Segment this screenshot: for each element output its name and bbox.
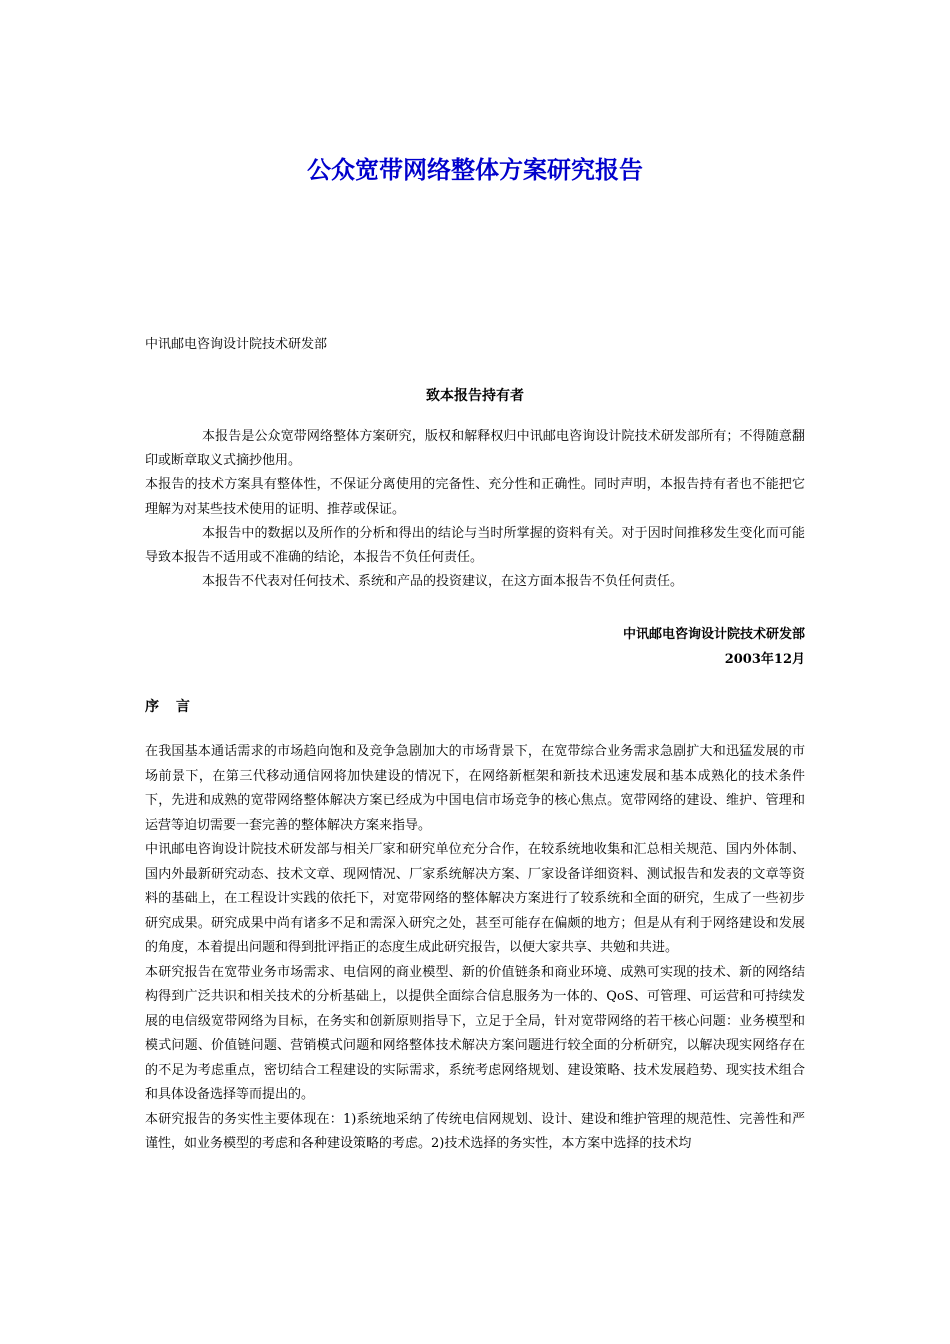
signature-block: [145, 622, 805, 672]
preface-section: [145, 740, 805, 1157]
notice-paragraph: 本报告的技术方案具有整体性，不保证分离使用的完备性、充分性和正确性。同时声明，本报告持有者也不能把它理解为对某些技术使用的证明、推荐或保证。: [145, 477, 805, 517]
notice-section: [145, 425, 805, 594]
preface-paragraph: 本研究报告在宽带业务市场需求、电信网的商业模型、新的价值链条和商业环境、成熟可实现的技术、新的网络结构得到广泛共识和相关技术的分析基础上，以提供全面综合信息服务为一体的、QoS、可管理、可运营和可持续发展的电信级宽带网络为目标，在务实和创新原则指导下，立足于全局，针对宽带网络的若干核心问题：业务模型和模式问题、价值链问题、营销模式问题和网络整体技术解决方案问题进行较全面的分析研究，以解决现实网络存在的不足为考虑重点，密切结合工程建设的实际需求，系统考虑网络规划、建设策略、技术发展趋势、现实技术组合和具体设备选择等而提出的。: [145, 964, 805, 1102]
notice-paragraph: 本报告是公众宽带网络整体方案研究，版权和解释权归中讯邮电咨询设计院技术研发部所有；不得随意翻印或断章取义式摘抄他用。: [145, 429, 805, 469]
document-title: 公众宽带网络整体方案研究报告: [307, 155, 643, 184]
organization-line: 中讯邮电咨询设计院技术研发部: [145, 337, 328, 352]
notice-paragraph: 本报告不代表对任何技术、系统和产品的投资建议，在这方面本报告不负任何责任。: [202, 574, 684, 590]
preface-paragraph: 本研究报告的务实性主要体现在：1)系统地采纳了传统电信网规划、设计、建设和维护管理的规范性、完善性和严谨性，如业务模型的考虑和各种建设策略的考虑。2)技术选择的务实性，本方案中选择的技术均: [145, 1111, 805, 1151]
signature-organization: 中讯邮电咨询设计院技术研发部: [622, 627, 805, 642]
preface-paragraph: 在我国基本通话需求的市场趋向饱和及竞争急剧加大的市场背景下，在宽带综合业务需求急剧扩大和迅猛发展的市场前景下，在第三代移动通信网将加快建设的情况下，在网络新框架和新技术迅速发展和基本成熟化的技术条件下，先进和成熟的宽带网络整体解决方案已经成为中国电信市场竞争的核心焦点。宽带网络的建设、维护、管理和运营等迫切需要一套完善的整体解决方案来指导。: [145, 744, 805, 833]
notice-heading: 致本报告持有者: [426, 388, 524, 404]
notice-paragraph: 本报告中的数据以及所作的分析和得出的结论与当时所掌握的资料有关。对于因时间推移发生变化而可能导致本报告不适用或不准确的结论，本报告不负任何责任。: [145, 525, 805, 566]
preface-paragraph: 中讯邮电咨询设计院技术研发部与相关厂家和研究单位充分合作，在较系统地收集和汇总相关规范、国内外体制、国内外最新研究动态、技术文章、现网情况、厂家系统解决方案、厂家设备详细资料、测试报告和发表的文章等资料的基础上，在工程设计实践的依托下，对宽带网络的整体解决方案进行了较系统和全面的研究，生成了一些初步研究成果。研究成果中尚有诸多不足和需深入研究之处，甚至可能存在偏颇的地方；但是从有利于网络建设和发展的角度，本着提出问题和得到批评指正的态度生成此研究报告，以便大家共享、共勉和共进。: [145, 842, 805, 955]
preface-heading: 序 言: [145, 699, 196, 715]
signature-date: 2003年12月: [724, 652, 805, 667]
